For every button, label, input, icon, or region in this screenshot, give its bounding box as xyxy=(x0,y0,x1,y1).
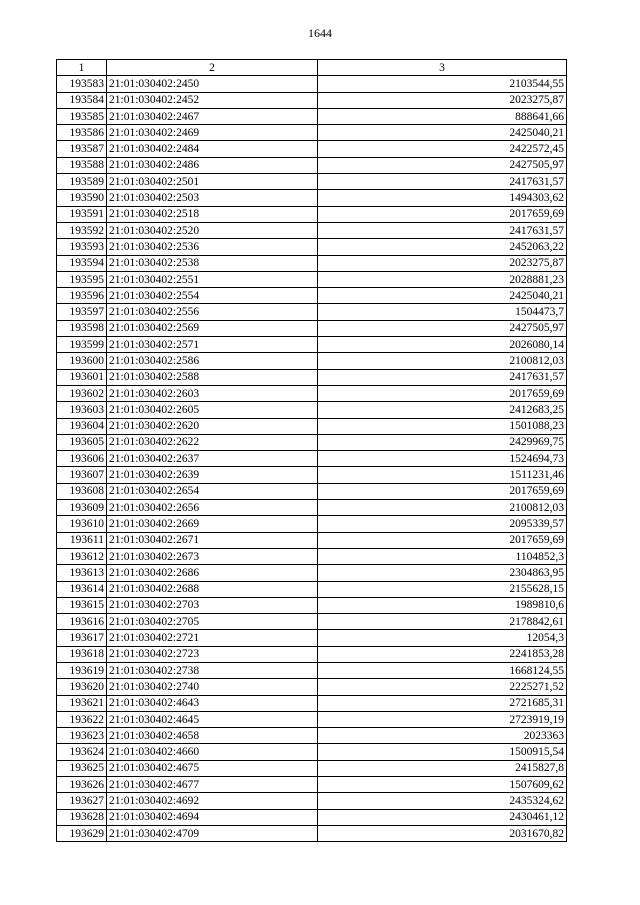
cadastral-number-cell: 21:01:030402:2620 xyxy=(107,418,318,434)
value-cell: 2017659,69 xyxy=(318,385,567,401)
table-row xyxy=(57,304,567,320)
table-row xyxy=(57,255,567,271)
table-row xyxy=(57,320,567,336)
table-row xyxy=(57,728,567,744)
cadastral-number-cell: 21:01:030402:4677 xyxy=(107,777,318,793)
page-number: 1644 xyxy=(308,26,332,40)
table-row xyxy=(57,337,567,353)
row-number-cell: 193628 xyxy=(57,809,107,825)
row-number-cell: 193592 xyxy=(57,222,107,238)
table-row xyxy=(57,141,567,157)
cadastral-number-cell: 21:01:030402:2721 xyxy=(107,630,318,646)
row-number-cell: 193612 xyxy=(57,548,107,564)
row-number-cell: 193589 xyxy=(57,174,107,190)
value-cell: 2723919,19 xyxy=(318,711,567,727)
cadastral-number-cell: 21:01:030402:2605 xyxy=(107,402,318,418)
row-number-cell: 193591 xyxy=(57,206,107,222)
table-row xyxy=(57,614,567,630)
cadastral-number-cell: 21:01:030402:2637 xyxy=(107,451,318,467)
row-number-cell: 193587 xyxy=(57,141,107,157)
value-cell: 2430461,12 xyxy=(318,809,567,825)
row-number-cell: 193588 xyxy=(57,157,107,173)
table-row xyxy=(57,76,567,92)
table-row xyxy=(57,222,567,238)
table-row xyxy=(57,532,567,548)
value-cell: 2100812,03 xyxy=(318,353,567,369)
cadastral-number-cell: 21:01:030402:4660 xyxy=(107,744,318,760)
table-row xyxy=(57,125,567,141)
cadastral-number-cell: 21:01:030402:4692 xyxy=(107,793,318,809)
cadastral-number-cell: 21:01:030402:2569 xyxy=(107,320,318,336)
value-cell: 2178842,61 xyxy=(318,614,567,630)
value-cell: 2721685,31 xyxy=(318,695,567,711)
row-number-cell: 193611 xyxy=(57,532,107,548)
value-cell: 2017659,69 xyxy=(318,483,567,499)
cadastral-number-cell: 21:01:030402:2723 xyxy=(107,646,318,662)
table-row xyxy=(57,434,567,450)
table-row xyxy=(57,630,567,646)
value-cell: 1500915,54 xyxy=(318,744,567,760)
table-row xyxy=(57,548,567,564)
table-row xyxy=(57,174,567,190)
value-cell: 2427505,97 xyxy=(318,320,567,336)
value-cell: 2225271,52 xyxy=(318,679,567,695)
cadastral-number-cell: 21:01:030402:2571 xyxy=(107,337,318,353)
cadastral-number-cell: 21:01:030402:2518 xyxy=(107,206,318,222)
cadastral-number-cell: 21:01:030402:2486 xyxy=(107,157,318,173)
row-number-cell: 193609 xyxy=(57,500,107,516)
value-cell: 2026080,14 xyxy=(318,337,567,353)
row-number-cell: 193608 xyxy=(57,483,107,499)
cadastral-number-cell: 21:01:030402:2740 xyxy=(107,679,318,695)
cadastral-number-cell: 21:01:030402:2703 xyxy=(107,597,318,613)
value-cell: 1524694,73 xyxy=(318,451,567,467)
table-row xyxy=(57,271,567,287)
column-header-2: 2 xyxy=(107,60,318,76)
value-cell: 2425040,21 xyxy=(318,125,567,141)
value-cell: 2415827,8 xyxy=(318,760,567,776)
row-number-cell: 193620 xyxy=(57,679,107,695)
value-cell: 2028881,23 xyxy=(318,271,567,287)
value-cell: 1494303,62 xyxy=(318,190,567,206)
data-table xyxy=(56,59,567,842)
value-cell: 2023275,87 xyxy=(318,92,567,108)
value-cell: 2100812,03 xyxy=(318,500,567,516)
value-cell: 2425040,21 xyxy=(318,288,567,304)
table-row xyxy=(57,288,567,304)
table-row xyxy=(57,206,567,222)
row-number-cell: 193590 xyxy=(57,190,107,206)
row-number-cell: 193619 xyxy=(57,662,107,678)
row-number-cell: 193601 xyxy=(57,369,107,385)
value-cell: 2155628,15 xyxy=(318,581,567,597)
table-row xyxy=(57,369,567,385)
table-row xyxy=(57,793,567,809)
value-cell: 2031670,82 xyxy=(318,825,567,841)
row-number-cell: 193618 xyxy=(57,646,107,662)
value-cell: 2017659,69 xyxy=(318,532,567,548)
row-number-cell: 193615 xyxy=(57,597,107,613)
value-cell: 2304863,95 xyxy=(318,565,567,581)
cadastral-number-cell: 21:01:030402:2556 xyxy=(107,304,318,320)
row-number-cell: 193629 xyxy=(57,825,107,841)
row-number-cell: 193626 xyxy=(57,777,107,793)
cadastral-number-cell: 21:01:030402:4645 xyxy=(107,711,318,727)
cadastral-number-cell: 21:01:030402:2705 xyxy=(107,614,318,630)
cadastral-number-cell: 21:01:030402:4709 xyxy=(107,825,318,841)
cadastral-number-cell: 21:01:030402:2450 xyxy=(107,76,318,92)
row-number-cell: 193602 xyxy=(57,385,107,401)
table-row xyxy=(57,581,567,597)
cadastral-number-cell: 21:01:030402:4675 xyxy=(107,760,318,776)
cadastral-number-cell: 21:01:030402:2738 xyxy=(107,662,318,678)
table-row xyxy=(57,483,567,499)
row-number-cell: 193596 xyxy=(57,288,107,304)
row-number-cell: 193593 xyxy=(57,239,107,255)
table-row xyxy=(57,565,567,581)
row-number-cell: 193603 xyxy=(57,402,107,418)
value-cell: 888641,66 xyxy=(318,108,567,124)
value-cell: 2435324,62 xyxy=(318,793,567,809)
cadastral-number-cell: 21:01:030402:2669 xyxy=(107,516,318,532)
table-row xyxy=(57,662,567,678)
value-cell: 2095339,57 xyxy=(318,516,567,532)
cadastral-number-cell: 21:01:030402:2536 xyxy=(107,239,318,255)
row-number-cell: 193598 xyxy=(57,320,107,336)
table-row xyxy=(57,777,567,793)
row-number-cell: 193627 xyxy=(57,793,107,809)
cadastral-number-cell: 21:01:030402:2639 xyxy=(107,467,318,483)
cadastral-number-cell: 21:01:030402:2467 xyxy=(107,108,318,124)
cadastral-number-cell: 21:01:030402:2501 xyxy=(107,174,318,190)
table-row xyxy=(57,760,567,776)
row-number-cell: 193623 xyxy=(57,728,107,744)
value-cell: 2103544,55 xyxy=(318,76,567,92)
cadastral-number-cell: 21:01:030402:2673 xyxy=(107,548,318,564)
row-number-cell: 193624 xyxy=(57,744,107,760)
row-number-cell: 193604 xyxy=(57,418,107,434)
row-number-cell: 193583 xyxy=(57,76,107,92)
row-number-cell: 193585 xyxy=(57,108,107,124)
row-number-cell: 193597 xyxy=(57,304,107,320)
table-row xyxy=(57,418,567,434)
value-cell: 1511231,46 xyxy=(318,467,567,483)
table-row xyxy=(57,679,567,695)
table-row xyxy=(57,711,567,727)
table-row xyxy=(57,500,567,516)
table-row xyxy=(57,353,567,369)
cadastral-number-cell: 21:01:030402:4694 xyxy=(107,809,318,825)
row-number-cell: 193584 xyxy=(57,92,107,108)
cadastral-number-cell: 21:01:030402:4643 xyxy=(107,695,318,711)
table-row xyxy=(57,385,567,401)
row-number-cell: 193607 xyxy=(57,467,107,483)
row-number-cell: 193586 xyxy=(57,125,107,141)
value-cell: 2427505,97 xyxy=(318,157,567,173)
table-row xyxy=(57,467,567,483)
cadastral-number-cell: 21:01:030402:2452 xyxy=(107,92,318,108)
value-cell: 2417631,57 xyxy=(318,222,567,238)
value-cell: 2023275,87 xyxy=(318,255,567,271)
row-number-cell: 193613 xyxy=(57,565,107,581)
cadastral-number-cell: 21:01:030402:2588 xyxy=(107,369,318,385)
cadastral-number-cell: 21:01:030402:2586 xyxy=(107,353,318,369)
row-number-cell: 193622 xyxy=(57,711,107,727)
column-header-1: 1 xyxy=(57,60,107,76)
value-cell: 1501088,23 xyxy=(318,418,567,434)
column-header-3: 3 xyxy=(318,60,567,76)
value-cell: 1507609,62 xyxy=(318,777,567,793)
table-row xyxy=(57,239,567,255)
row-number-cell: 193617 xyxy=(57,630,107,646)
cadastral-number-cell: 21:01:030402:2603 xyxy=(107,385,318,401)
cadastral-number-cell: 21:01:030402:2686 xyxy=(107,565,318,581)
cadastral-number-cell: 21:01:030402:2656 xyxy=(107,500,318,516)
cadastral-number-cell: 21:01:030402:2538 xyxy=(107,255,318,271)
table-row xyxy=(57,451,567,467)
value-cell: 1504473,7 xyxy=(318,304,567,320)
table-row xyxy=(57,809,567,825)
header-row xyxy=(57,60,567,76)
value-cell: 12054,3 xyxy=(318,630,567,646)
row-number-cell: 193621 xyxy=(57,695,107,711)
cadastral-number-cell: 21:01:030402:4658 xyxy=(107,728,318,744)
cadastral-number-cell: 21:01:030402:2484 xyxy=(107,141,318,157)
cadastral-number-cell: 21:01:030402:2688 xyxy=(107,581,318,597)
row-number-cell: 193600 xyxy=(57,353,107,369)
table-row xyxy=(57,825,567,841)
table-row xyxy=(57,516,567,532)
cadastral-number-cell: 21:01:030402:2469 xyxy=(107,125,318,141)
value-cell: 1104852,3 xyxy=(318,548,567,564)
cadastral-number-cell: 21:01:030402:2654 xyxy=(107,483,318,499)
cadastral-number-cell: 21:01:030402:2551 xyxy=(107,271,318,287)
cadastral-number-cell: 21:01:030402:2554 xyxy=(107,288,318,304)
cadastral-number-cell: 21:01:030402:2622 xyxy=(107,434,318,450)
row-number-cell: 193616 xyxy=(57,614,107,630)
table-row xyxy=(57,597,567,613)
row-number-cell: 193605 xyxy=(57,434,107,450)
row-number-cell: 193614 xyxy=(57,581,107,597)
cadastral-number-cell: 21:01:030402:2671 xyxy=(107,532,318,548)
value-cell: 2241853,28 xyxy=(318,646,567,662)
cadastral-number-cell: 21:01:030402:2520 xyxy=(107,222,318,238)
value-cell: 1989810,6 xyxy=(318,597,567,613)
value-cell: 2429969,75 xyxy=(318,434,567,450)
value-cell: 2017659,69 xyxy=(318,206,567,222)
table-body xyxy=(57,76,567,842)
value-cell: 2422572,45 xyxy=(318,141,567,157)
table-row xyxy=(57,157,567,173)
row-number-cell: 193625 xyxy=(57,760,107,776)
value-cell: 1668124,55 xyxy=(318,662,567,678)
value-cell: 2417631,57 xyxy=(318,369,567,385)
table-row xyxy=(57,646,567,662)
table-row xyxy=(57,92,567,108)
value-cell: 2452063,22 xyxy=(318,239,567,255)
value-cell: 2417631,57 xyxy=(318,174,567,190)
table-row xyxy=(57,108,567,124)
row-number-cell: 193610 xyxy=(57,516,107,532)
row-number-cell: 193594 xyxy=(57,255,107,271)
table-row xyxy=(57,695,567,711)
table-row xyxy=(57,744,567,760)
row-number-cell: 193595 xyxy=(57,271,107,287)
table-row xyxy=(57,402,567,418)
value-cell: 2412683,25 xyxy=(318,402,567,418)
row-number-cell: 193606 xyxy=(57,451,107,467)
row-number-cell: 193599 xyxy=(57,337,107,353)
value-cell: 2023363 xyxy=(318,728,567,744)
cadastral-number-cell: 21:01:030402:2503 xyxy=(107,190,318,206)
table-row xyxy=(57,190,567,206)
